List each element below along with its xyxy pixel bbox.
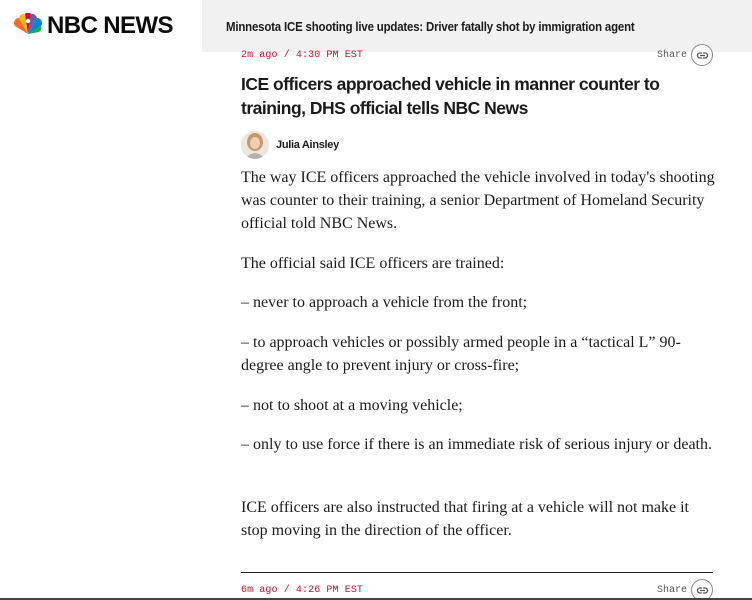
post-paragraph: – only to use force if there is an immediate risk of serious injury or death. bbox=[241, 436, 712, 453]
next-share-button[interactable] bbox=[657, 579, 713, 600]
brand-logo-link[interactable] bbox=[0, 0, 202, 52]
share-label: Share bbox=[656, 49, 687, 61]
post-paragraph: ICE officers are also instructed that firing at a vehicle will not make it stop moving in the direction of the officer. bbox=[241, 499, 689, 539]
link-icon bbox=[691, 44, 713, 66]
post-paragraph: – not to shoot at a moving vehicle; bbox=[241, 397, 463, 414]
post-timestamp: 2m ago / 4:30 PM EST bbox=[241, 49, 364, 61]
share-label: Share bbox=[656, 584, 687, 596]
next-post-meta-row bbox=[241, 579, 713, 600]
post-paragraph: – never to approach a vehicle from the front; bbox=[241, 294, 528, 311]
author-name: Julia Ainsley bbox=[276, 139, 339, 151]
post-meta-row bbox=[241, 44, 713, 66]
live-headline: Minnesota ICE shooting live updates: Driver fatally shot by immigration agent bbox=[226, 18, 635, 34]
link-icon bbox=[691, 579, 713, 600]
post-divider bbox=[241, 572, 713, 573]
post-paragraph: The official said ICE officers are trained: bbox=[241, 255, 505, 272]
nbc-peacock-icon bbox=[13, 13, 43, 35]
brand-name: NBC NEWS bbox=[47, 12, 173, 39]
author-byline[interactable] bbox=[241, 131, 339, 159]
next-post-timestamp: 6m ago / 4:26 PM EST bbox=[241, 584, 364, 596]
post-title: ICE officers approached vehicle in manner counter to training, DHS official tells NBC News bbox=[241, 74, 660, 118]
post-paragraph: The way ICE officers approached the vehicle involved in today's shooting was counter to their training, a senior Department of Homeland Security official told NBC News. bbox=[241, 169, 715, 232]
share-button[interactable] bbox=[657, 44, 713, 66]
author-avatar bbox=[241, 131, 269, 159]
post-paragraph: – to approach vehicles or possibly armed people in a “tactical L” 90-degree angle to prevent injury or cross-fire; bbox=[241, 334, 681, 374]
